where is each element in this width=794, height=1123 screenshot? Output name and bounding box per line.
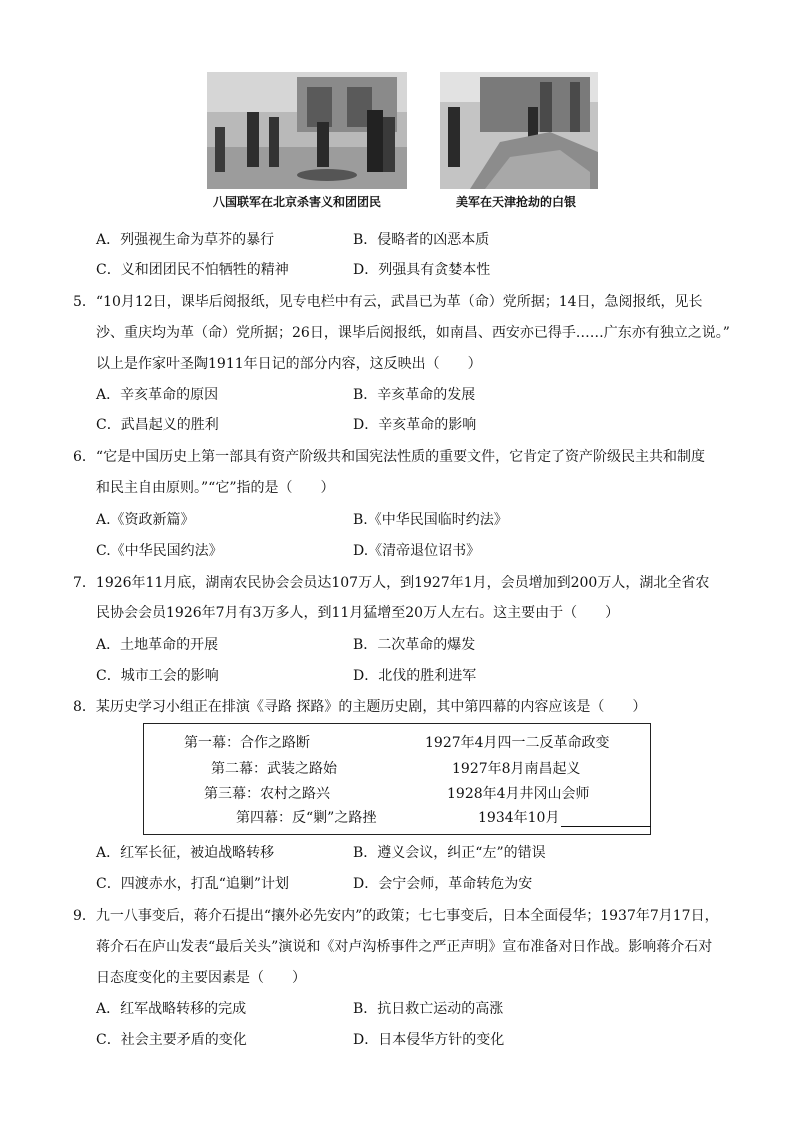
q7-stem-line1: 7．1926年11月底，湖南农民协会会员达107万人，到1927年1月，会员增加到200万人，湖北全省农 — [73, 575, 710, 591]
q8-act-3: 第三幕：农村之路兴 — [204, 786, 330, 802]
q8-script-table — [143, 723, 651, 835]
left-photo-caption: 八国联军在北京杀害义和团团民 — [213, 195, 382, 209]
right-photo-caption: 美军在天津抢劫的白银 — [456, 195, 577, 209]
q6-option-a: A.《资政新篇》 — [96, 512, 195, 528]
q8-stem-line1: 8．某历史学习小组正在排演《寻路 探路》的主题历史剧，其中第四幕的内容应该是（ ） — [73, 699, 647, 715]
q4-option-d: D．列强具有贪婪本性 — [353, 262, 491, 278]
q8-option-d: D．会宁会师，革命转危为安 — [353, 876, 533, 892]
q9-option-a: A．红军战略转移的完成 — [96, 1001, 247, 1017]
q6-option-d: D.《清帝退位诏书》 — [353, 543, 481, 559]
photo-beijing-execution — [207, 72, 407, 189]
q9-stem-line3: 日态度变化的主要因素是（ ） — [96, 970, 306, 986]
q7-option-a: A．土地革命的开展 — [96, 637, 219, 653]
q8-event-4: 1934年10月 — [478, 810, 560, 826]
q8-option-b: B．遵义会议，纠正“左”的错误 — [353, 845, 546, 861]
q8-act-4: 第四幕：反“剿”之路挫 — [236, 810, 377, 826]
q6-option-b: B.《中华民国临时约法》 — [353, 512, 508, 528]
q4-option-c: C．义和团团民不怕牺牲的精神 — [96, 262, 289, 278]
q6-stem-line1: 6．“它是中国历史上第一部具有资产阶级共和国宪法性质的重要文件，它肯定了资产阶级民主共和制度 — [73, 449, 706, 465]
q9-stem-line1: 9．九一八事变后，蒋介石提出“攘外必先安内”的政策；七七事变后，日本全面侵华；1937年7月17日， — [73, 908, 719, 924]
photo-beijing-image — [207, 72, 407, 189]
q8-answer-blank — [561, 812, 651, 827]
q8-event-3: 1928年4月井冈山会师 — [447, 786, 590, 802]
q5-stem-line3: 以上是作家叶圣陶1911年日记的部分内容，这反映出（ ） — [96, 356, 482, 372]
q5-stem-line2: 沙、重庆均为革（命）党所据；26日，课毕后阅报纸，如南昌、西安亦已得手……广东亦有独立之说。” — [96, 325, 730, 341]
q4-option-b: B．侵略者的凶恶本质 — [353, 232, 490, 248]
q8-act-1: 第一幕：合作之路断 — [184, 735, 310, 751]
q7-option-b: B．二次革命的爆发 — [353, 637, 476, 653]
q5-option-b: B．辛亥革命的发展 — [353, 387, 476, 403]
q9-stem-line2: 蒋介石在庐山发表“最后关头”演说和《对卢沟桥事件之严正声明》宣布准备对日作战。影响蒋介石对 — [96, 939, 713, 955]
q9-option-c: C．社会主要矛盾的变化 — [96, 1032, 247, 1048]
q9-option-d: D．日本侵华方针的变化 — [353, 1032, 505, 1048]
q8-event-1: 1927年4月四一二反革命政变 — [425, 735, 610, 751]
q5-stem-line1: 5．“10月12日，课毕后阅报纸，见专电栏中有云，武昌已为革（命）党所据；14日，急阅报纸，见长 — [73, 294, 703, 310]
q5-option-d: D．辛亥革命的影响 — [353, 417, 477, 433]
q7-option-c: C．城市工会的影响 — [96, 668, 219, 684]
q6-option-c: C.《中华民国约法》 — [96, 543, 223, 559]
q6-stem-line2: 和民主自由原则。”“它”指的是（ ） — [96, 480, 335, 496]
q7-stem-line2: 民协会会员1926年7月有3万多人，到11月猛增至20万人左右。这主要由于（ ） — [96, 605, 620, 621]
photo-tianjin-silver — [440, 72, 598, 189]
q5-option-c: C．武昌起义的胜利 — [96, 417, 219, 433]
q8-event-4-cell — [478, 809, 651, 827]
q7-option-d: D．北伐的胜利进军 — [353, 668, 477, 684]
q5-option-a: A．辛亥革命的原因 — [96, 387, 219, 403]
photo-tianjin-image — [440, 72, 598, 189]
q4-option-a: A．列强视生命为草芥的暴行 — [96, 232, 275, 248]
q8-option-c: C．四渡赤水，打乱“追剿”计划 — [96, 876, 290, 892]
q8-act-2: 第二幕：武装之路始 — [211, 761, 337, 777]
q9-option-b: B．抗日救亡运动的高涨 — [353, 1001, 504, 1017]
q8-option-a: A．红军长征，被迫战略转移 — [96, 845, 275, 861]
q8-event-2: 1927年8月南昌起义 — [452, 761, 581, 777]
